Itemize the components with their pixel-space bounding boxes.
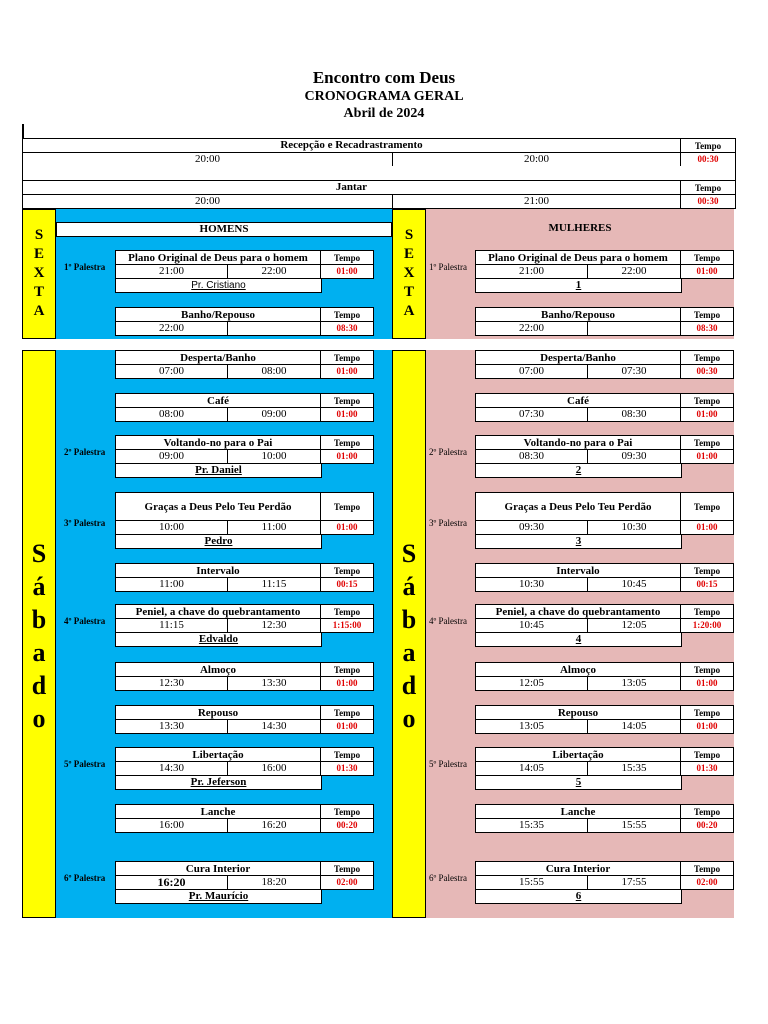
event-start: 12:30 <box>116 677 228 690</box>
event-tempo-label: Tempo <box>681 748 733 762</box>
palestra-label: 2º Palestra <box>429 447 468 457</box>
speaker-name: 3 <box>575 535 582 547</box>
event-tempo-label: Tempo <box>321 663 373 677</box>
event-title: Voltando-no para o Pai <box>476 436 681 450</box>
speaker-name: Pedro <box>204 535 233 547</box>
day-letter: d <box>401 671 417 700</box>
event-tempo: 01:00 <box>696 451 718 461</box>
margin-marker <box>22 124 24 138</box>
event-title: Peniel, a chave do quebrantamento <box>116 605 321 619</box>
event-tempo-label: Tempo <box>321 564 373 578</box>
event-tempo-label: Tempo <box>321 805 373 819</box>
speaker-cell <box>115 775 322 790</box>
saturday-men-day-label <box>23 537 55 735</box>
palestra-label: 3º Palestra <box>429 518 468 528</box>
event-table <box>115 604 374 633</box>
speaker-cell <box>475 534 682 549</box>
event-table <box>475 563 734 592</box>
dinner-table <box>22 180 736 209</box>
event-title: Banho/Repouso <box>476 308 681 322</box>
speaker-name: Pr. Daniel <box>195 464 242 476</box>
event-tempo-label: Tempo <box>681 394 733 408</box>
friday-men-day-column <box>22 209 56 339</box>
event-tempo-label: Tempo <box>681 351 733 365</box>
event-title: Plano Original de Deus para o homem <box>116 251 321 265</box>
speaker-cell <box>115 632 322 647</box>
event-tempo-label: Tempo <box>681 605 733 619</box>
event-tempo-label: Tempo <box>321 251 373 265</box>
event-end: 17:55 <box>588 876 681 889</box>
event-tempo: 08:30 <box>696 323 718 333</box>
event-title: Cura Interior <box>476 862 681 876</box>
women-header <box>426 222 734 237</box>
event-title: Banho/Repouso <box>116 308 321 322</box>
event-tempo: 01:00 <box>336 366 358 376</box>
event-start: 22:00 <box>116 322 228 335</box>
event-tempo-label: Tempo <box>681 251 733 265</box>
event-title: Almoço <box>116 663 321 677</box>
event-title: Café <box>116 394 321 408</box>
event-table <box>475 861 734 890</box>
speaker-name: 2 <box>575 464 582 476</box>
event-tempo-label: Tempo <box>321 394 373 408</box>
event-end: 11:15 <box>228 578 321 591</box>
event-title: Desperta/Banho <box>116 351 321 365</box>
event-title: Plano Original de Deus para o homem <box>476 251 681 265</box>
speaker-cell <box>115 278 322 293</box>
event-start: 22:00 <box>476 322 588 335</box>
event-table <box>115 250 374 279</box>
event-table <box>115 435 374 464</box>
palestra-label: 4º Palestra <box>429 616 468 626</box>
event-table <box>115 393 374 422</box>
dinner-start: 20:00 <box>23 195 393 208</box>
day-letter: á <box>32 572 46 601</box>
day-letter: b <box>31 605 47 634</box>
day-letter: E <box>33 246 44 262</box>
event-table <box>115 662 374 691</box>
event-table <box>115 705 374 734</box>
day-letter: A <box>403 303 415 319</box>
event-table <box>115 563 374 592</box>
event-end: 14:30 <box>228 720 321 733</box>
event-table <box>115 492 374 535</box>
event-end: 12:30 <box>228 619 321 632</box>
event-title: Intervalo <box>116 564 321 578</box>
event-table <box>475 662 734 691</box>
speaker-name: Pr. Maurício <box>188 890 249 902</box>
event-tempo-label: Tempo <box>321 862 373 876</box>
event-title: Cura Interior <box>116 862 321 876</box>
event-title: Repouso <box>476 706 681 720</box>
event-table <box>475 250 734 279</box>
day-letter: T <box>403 284 414 300</box>
event-table <box>475 492 734 535</box>
palestra-label: 5º Palestra <box>64 759 106 769</box>
event-tempo: 1:20:00 <box>692 620 722 630</box>
event-start: 15:35 <box>476 819 588 832</box>
event-end: 11:00 <box>228 521 321 534</box>
event-tempo: 02:00 <box>696 877 718 887</box>
event-end: 09:30 <box>588 450 681 463</box>
event-tempo: 01:00 <box>336 678 358 688</box>
reception-table <box>22 138 736 167</box>
event-end: 10:30 <box>588 521 681 534</box>
palestra-label: 5º Palestra <box>429 759 468 769</box>
event-end: 22:00 <box>588 265 681 278</box>
event-start: 10:30 <box>476 578 588 591</box>
event-tempo: 01:00 <box>336 409 358 419</box>
event-tempo: 00:15 <box>696 579 718 589</box>
palestra-label: 6º Palestra <box>429 873 468 883</box>
event-tempo-label: Tempo <box>681 805 733 819</box>
event-tempo-label: Tempo <box>321 748 373 762</box>
event-start: 12:05 <box>476 677 588 690</box>
event-end: 08:00 <box>228 365 321 378</box>
reception-tempo-label: Tempo <box>681 139 735 153</box>
event-start: 09:00 <box>116 450 228 463</box>
event-end: 15:35 <box>588 762 681 775</box>
speaker-cell <box>475 775 682 790</box>
event-title: Repouso <box>116 706 321 720</box>
dinner-end: 21:00 <box>393 195 681 208</box>
friday-women-day-label <box>393 226 425 321</box>
event-title: Peniel, a chave do quebrantamento <box>476 605 681 619</box>
event-title: Libertação <box>116 748 321 762</box>
men-header <box>56 222 392 237</box>
event-tempo: 01:00 <box>336 266 358 276</box>
day-letter: E <box>403 246 414 262</box>
event-tempo: 01:00 <box>696 721 718 731</box>
event-end: 08:30 <box>588 408 681 421</box>
day-letter: o <box>402 704 416 733</box>
event-table <box>115 804 374 833</box>
event-start: 16:00 <box>116 819 228 832</box>
event-start: 08:30 <box>476 450 588 463</box>
event-tempo-label: Tempo <box>681 564 733 578</box>
palestra-label: 2º Palestra <box>64 447 106 457</box>
event-end: 15:55 <box>588 819 681 832</box>
event-start: 07:30 <box>476 408 588 421</box>
palestra-label: 4º Palestra <box>64 616 106 626</box>
event-tempo: 01:00 <box>336 522 358 532</box>
event-table <box>115 861 374 890</box>
event-start: 15:55 <box>476 876 588 889</box>
event-tempo: 08:30 <box>336 323 358 333</box>
spacer-row <box>22 166 736 181</box>
event-table <box>475 393 734 422</box>
event-start: 21:00 <box>476 265 588 278</box>
day-letter: o <box>32 704 46 733</box>
speaker-cell <box>115 889 322 904</box>
day-letter: a <box>32 638 46 667</box>
speaker-cell <box>115 463 322 478</box>
event-tempo-label: Tempo <box>681 663 733 677</box>
event-tempo-label: Tempo <box>321 493 373 521</box>
event-table <box>475 705 734 734</box>
event-tempo: 02:00 <box>336 877 358 887</box>
event-tempo-label: Tempo <box>321 351 373 365</box>
reception-tempo: 00:30 <box>697 154 719 164</box>
event-start: 07:00 <box>116 365 228 378</box>
event-end: 13:30 <box>228 677 321 690</box>
speaker-cell <box>475 278 682 293</box>
saturday-men-day-column <box>22 350 56 918</box>
event-title: Voltando-no para o Pai <box>116 436 321 450</box>
event-tempo-label: Tempo <box>681 493 733 521</box>
speaker-name: 4 <box>575 633 582 645</box>
event-tempo-label: Tempo <box>321 308 373 322</box>
event-tempo-label: Tempo <box>321 706 373 720</box>
event-tempo: 01:00 <box>696 266 718 276</box>
event-title: Intervalo <box>476 564 681 578</box>
event-end: 10:00 <box>228 450 321 463</box>
day-letter: S <box>34 227 44 243</box>
speaker-cell <box>115 534 322 549</box>
event-table <box>475 604 734 633</box>
event-table <box>115 747 374 776</box>
event-start: 11:00 <box>116 578 228 591</box>
friday-men-day-label <box>23 226 55 321</box>
dinner-tempo-label: Tempo <box>681 181 735 195</box>
palestra-label: 3º Palestra <box>64 518 106 528</box>
event-table <box>475 747 734 776</box>
event-table <box>115 350 374 379</box>
day-letter: A <box>33 303 45 319</box>
document-subtitle: CRONOGRAMA GERAL <box>304 89 464 104</box>
speaker-name: 6 <box>575 890 582 902</box>
event-title: Graças a Deus Pelo Teu Perdão <box>476 493 681 521</box>
event-tempo: 00:15 <box>336 579 358 589</box>
event-start: 10:45 <box>476 619 588 632</box>
event-tempo-label: Tempo <box>681 308 733 322</box>
day-letter: d <box>31 671 47 700</box>
document-date: Abril de 2024 <box>343 106 425 121</box>
speaker-name: Edvaldo <box>198 633 239 645</box>
event-end: 13:05 <box>588 677 681 690</box>
event-end: 22:00 <box>228 265 321 278</box>
event-start: 07:00 <box>476 365 588 378</box>
speaker-cell <box>475 463 682 478</box>
day-letter: b <box>401 605 417 634</box>
event-tempo: 1:15:00 <box>332 620 362 630</box>
event-start: 13:30 <box>116 720 228 733</box>
palestra-label: 1º Palestra <box>429 262 468 272</box>
dinner-title: Jantar <box>23 181 681 195</box>
event-tempo: 00:20 <box>336 820 358 830</box>
day-letter: á <box>402 572 416 601</box>
event-title: Libertação <box>476 748 681 762</box>
document-title: Encontro com Deus <box>312 68 456 87</box>
reception-start: 20:00 <box>23 153 393 166</box>
event-table <box>475 307 734 336</box>
friday-women-day-column <box>392 209 426 339</box>
event-end <box>588 322 681 335</box>
day-letter: S <box>404 227 414 243</box>
event-title: Almoço <box>476 663 681 677</box>
event-start: 13:05 <box>476 720 588 733</box>
speaker-name: Pr. Jeferson <box>190 776 247 788</box>
event-start: 11:15 <box>116 619 228 632</box>
event-table <box>475 350 734 379</box>
event-tempo-label: Tempo <box>681 862 733 876</box>
women-header-label: MULHERES <box>548 222 612 234</box>
event-end <box>228 322 321 335</box>
event-start: 14:05 <box>476 762 588 775</box>
event-tempo: 01:00 <box>696 678 718 688</box>
event-title: Desperta/Banho <box>476 351 681 365</box>
palestra-label: 6º Palestra <box>64 873 106 883</box>
event-start: 16:20 <box>116 876 228 889</box>
day-letter: T <box>33 284 44 300</box>
event-tempo: 01:30 <box>696 763 718 773</box>
reception-end: 20:00 <box>393 153 681 166</box>
day-letter: S <box>31 539 47 568</box>
event-start: 10:00 <box>116 521 228 534</box>
day-letter: S <box>401 539 417 568</box>
event-start: 09:30 <box>476 521 588 534</box>
event-title: Lanche <box>476 805 681 819</box>
event-table <box>115 307 374 336</box>
dinner-tempo: 00:30 <box>697 196 719 206</box>
event-end: 12:05 <box>588 619 681 632</box>
event-tempo: 01:00 <box>336 451 358 461</box>
event-tempo-label: Tempo <box>321 605 373 619</box>
event-tempo: 00:20 <box>696 820 718 830</box>
speaker-name: 1 <box>575 279 582 291</box>
event-end: 16:20 <box>228 819 321 832</box>
speaker-cell <box>475 889 682 904</box>
event-tempo: 01:30 <box>336 763 358 773</box>
event-tempo: 01:00 <box>696 522 718 532</box>
event-end: 16:00 <box>228 762 321 775</box>
palestra-label: 1º Palestra <box>64 262 106 272</box>
event-end: 14:05 <box>588 720 681 733</box>
event-end: 18:20 <box>228 876 321 889</box>
event-tempo-label: Tempo <box>321 436 373 450</box>
day-letter: a <box>402 638 416 667</box>
event-tempo-label: Tempo <box>681 436 733 450</box>
event-title: Café <box>476 394 681 408</box>
event-tempo-label: Tempo <box>681 706 733 720</box>
event-end: 09:00 <box>228 408 321 421</box>
event-start: 08:00 <box>116 408 228 421</box>
day-letter: X <box>403 265 415 281</box>
speaker-name: 5 <box>575 776 582 788</box>
event-start: 14:30 <box>116 762 228 775</box>
speaker-name: Pr. Cristiano <box>191 280 246 291</box>
reception-title: Recepção e Recadrastramento <box>23 139 681 153</box>
speaker-cell <box>475 632 682 647</box>
event-tempo: 01:00 <box>336 721 358 731</box>
event-table <box>475 804 734 833</box>
saturday-women-day-label <box>393 537 425 735</box>
event-title: Graças a Deus Pelo Teu Perdão <box>116 493 321 521</box>
event-tempo: 00:30 <box>696 366 718 376</box>
saturday-women-day-column <box>392 350 426 918</box>
day-letter: X <box>33 265 45 281</box>
event-tempo: 01:00 <box>696 409 718 419</box>
event-end: 07:30 <box>588 365 681 378</box>
event-start: 21:00 <box>116 265 228 278</box>
event-end: 10:45 <box>588 578 681 591</box>
men-header-label: HOMENS <box>199 223 249 235</box>
event-title: Lanche <box>116 805 321 819</box>
event-table <box>475 435 734 464</box>
